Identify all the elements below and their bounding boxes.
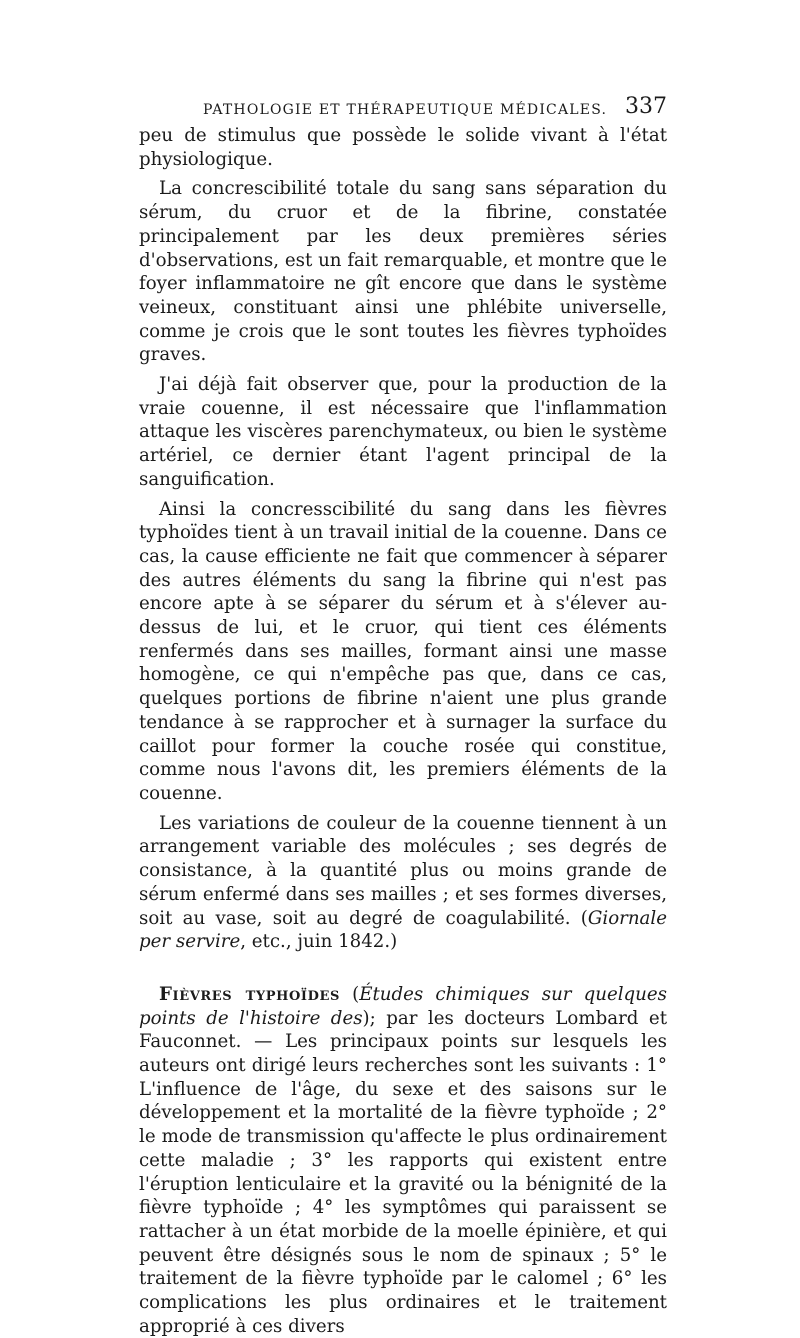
article-title: Études chimiques sur quelques points de l'histoire des <box>139 983 667 1029</box>
article-paren-open: ( <box>339 983 360 1005</box>
citation-rest: , etc., juin 1842.) <box>240 931 398 953</box>
paragraph-color-variations <box>139 812 667 954</box>
book-page <box>139 94 667 1338</box>
page-number: 337 <box>625 94 667 119</box>
running-head <box>139 94 667 124</box>
article-paren-close: ); <box>362 1007 376 1029</box>
paragraph-couenne-production: J'ai déjà fait observer que, pour la production de la vraie couenne, il est nécessaire que l'inflammation attaque les viscères parenchymateux, ou bien le système artériel, ce dernier étant l'agent principal de la sanguification. <box>139 374 667 490</box>
color-variations-text: Les variations de couleur de la couenne tiennent à un arrangement variable des molécules ; ses degrés de consistance, à la quantité plus ou moins grande de sérum enfermé dans ses mailles ; et ses formes diverses, soit au vase, soit au degré de coagulabilité. <box>139 812 667 929</box>
running-head-title: PATHOLOGIE ET THÉRAPEUTIQUE MÉDICALES. <box>203 102 608 118</box>
paragraph-continuation: peu de stimulus que possède le solide vivant à l'état physiologique. <box>139 125 667 170</box>
citation-journal: Giornale per servire <box>139 907 667 953</box>
paragraph-initial-work: Ainsi la concresscibilité du sang dans les fièvres typhoïdes tient à un travail initial de la couenne. Dans ce cas, la cause efficiente ne fait que commencer à séparer des autres éléments du sang la fibrine qui n'est pas encore apte à se séparer du sérum et à s'élever au-dessus de lui, et le cruor, qui tient ces éléments renfermés dans ses mailles, formant ainsi une masse homogène, ce qui n'empêche pas que, dans ce cas, quelques portions de fibrine n'aient une plus grande tendance à se rapprocher et à surnager la surface du caillot pour former la couche rosée qui constitue, comme nous l'avons dit, les premiers éléments de la couenne. <box>139 498 667 804</box>
article-typhoid-fevers <box>139 983 667 1338</box>
article-body: par les docteurs Lombard et Fauconnet. — Les principaux points sur lesquels les auteurs ont dirigé leurs recherches sont les suivants : 1° L'influence de l'âge, du sexe et des saisons sur le développement et la mortalité de la fièvre typhoïde ; 2° le mode de transmission qu'affecte le plus ordinairement cette maladie ; 3° les rapports qui existent entre l'éruption lenticulaire et la gravité ou la bénignité de la fièvre typhoïde ; 4° les symptômes qui paraissent se rattacher à un état morbide de la moelle épinière, et qui peuvent être désignés sous le nom de spinaux ; 5° le traitement de la fièvre typhoïde par le calomel ; 6° les complications les plus ordinaires et le traitement approprié à ces divers <box>139 1007 667 1337</box>
paragraph-concrescibility: La concrescibilité totale du sang sans séparation du sérum, du cruor et de la fibrine, constatée principalement par les deux premières séries d'observations, est un fait remarquable, et montre que le foyer inflammatoire ne gît encore que dans le système veineux, constituant ainsi une phlébite universelle, comme je crois que le sont toutes les fièvres typhoïdes graves. <box>139 178 667 366</box>
citation-open: ( <box>580 907 588 929</box>
article-heading: Fièvres typhoïdes <box>159 983 340 1005</box>
